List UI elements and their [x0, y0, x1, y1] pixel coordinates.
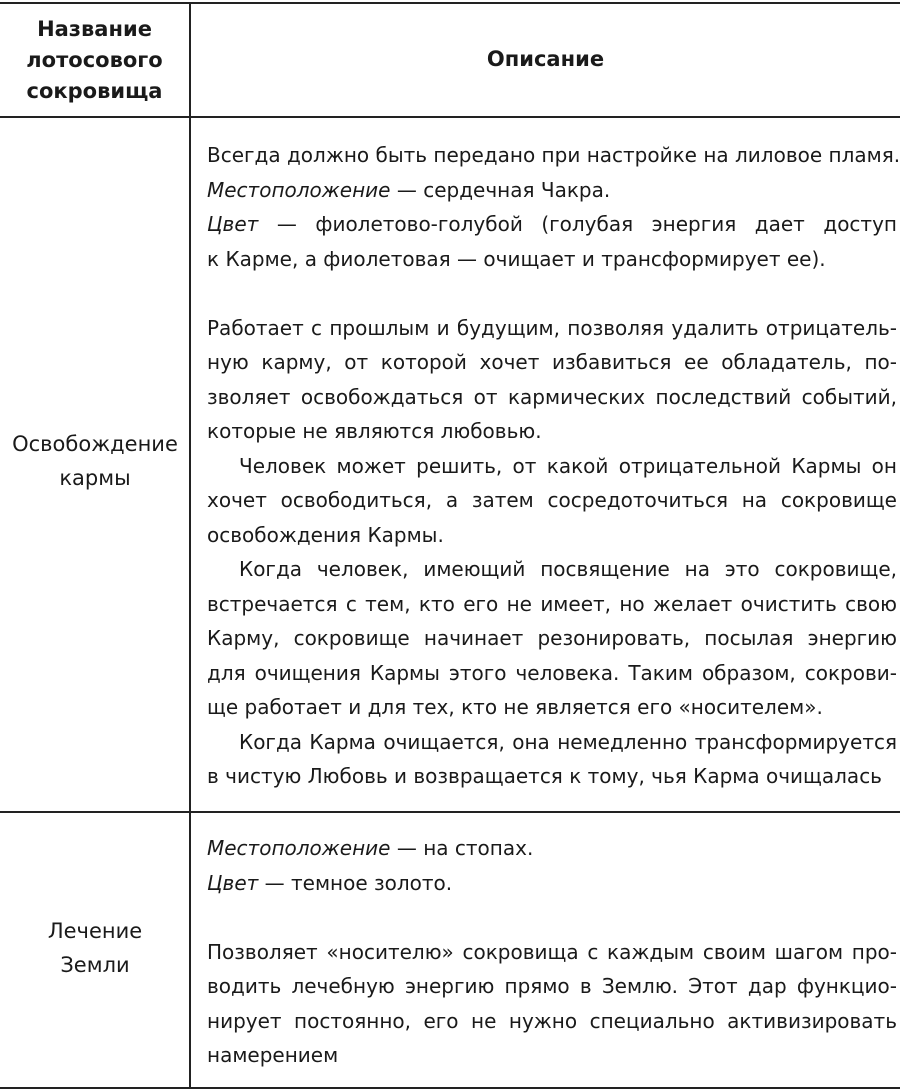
row1-line-text: — сердечная Чакра. — [390, 177, 611, 202]
row1-line: Карму, сокровище начинает резонировать, посылая энергию — [207, 626, 897, 650]
row2-line: намерением — [207, 1043, 339, 1067]
row2-line: нирует постоянно, его не нужно специально активизировать — [207, 1008, 897, 1033]
row1-italic-label: Цвет — [207, 212, 259, 236]
header-bottom-border — [0, 116, 900, 118]
table-bottom-border — [0, 1087, 900, 1089]
row1-line: хочет освободиться, а затем сосредоточиться на сокровище — [207, 488, 897, 512]
header-col1 — [0, 14, 189, 107]
row1-spacer — [207, 276, 897, 311]
row2-name-line1: Лечение — [47, 919, 143, 943]
row1-line — [207, 207, 897, 242]
row1-line — [207, 173, 897, 208]
row1-description — [207, 138, 900, 794]
header-col2: Описание — [486, 47, 605, 71]
row1-line: к Карме, а фиолетовая — очищает и трансформирует ее). — [207, 246, 826, 271]
row2-line-text: — темное золото. — [258, 870, 453, 895]
row1-line: которые не являются любовью. — [207, 419, 542, 443]
row1-line: Всегда должно быть передано при настройке на лиловое пламя. — [207, 143, 900, 167]
row1-line: встречается с тем, кто его не имеет, но желает очистить свою — [207, 591, 897, 616]
row2-line — [207, 831, 897, 866]
row2-line — [207, 866, 897, 901]
row1-line: Человек может решить, от какой отрицательной Кармы он — [239, 453, 897, 478]
row1-bottom-border — [0, 811, 900, 813]
row1-name-line1: Освобождение — [12, 432, 178, 456]
row1-line: Когда Карма очищается, она немедленно трансформируется — [239, 729, 897, 754]
header-col1-line1: Название — [37, 17, 152, 41]
row2-line: водить лечебную энергию прямо в Землю. Этот дар функцио- — [207, 974, 897, 998]
row2-italic-label: Местоположение — [207, 836, 391, 860]
row2-spacer — [207, 900, 897, 935]
row1-italic-label: Местоположение — [207, 177, 391, 202]
row1-line: Работает с прошлым и будущим, позволяя удалить отрицатель- — [207, 315, 897, 340]
row1-line: ную карму, от которой хочет избавиться ее обладатель, по- — [207, 350, 897, 374]
row1-line: в чистую Любовь и возвращается к тому, чья Карма очищалась — [207, 764, 882, 788]
header-col1-line3: сокровища — [26, 79, 163, 103]
row1-line: Когда человек, имеющий посвящение на это сокровище, — [239, 557, 897, 581]
row1-line: освобождения Кармы. — [207, 522, 444, 547]
header-col1-line2: лотосового — [26, 48, 163, 72]
row1-line: ще работает и для тех, кто не является его «носителем». — [207, 695, 823, 719]
row1-name-line2: кармы — [59, 466, 131, 490]
row1-name — [0, 427, 190, 495]
row1-line: зволяет освобождаться от кармических последствий событий, — [207, 384, 897, 409]
row2-italic-label: Цвет — [207, 870, 259, 895]
row2-description — [207, 831, 897, 1073]
row2-line-text: — на стопах. — [390, 836, 534, 860]
row1-line-text: — фиолетово-голубой (голубая энергия дает доступ — [258, 212, 897, 236]
row2-name — [0, 914, 190, 982]
row2-line: Позволяет «носителю» сокровища с каждым своим шагом про- — [207, 939, 897, 964]
table-top-border — [0, 2, 900, 4]
row2-name-line2: Земли — [60, 953, 130, 977]
row1-line: для очищения Кармы этого человека. Таким образом, сокрови- — [207, 660, 897, 685]
